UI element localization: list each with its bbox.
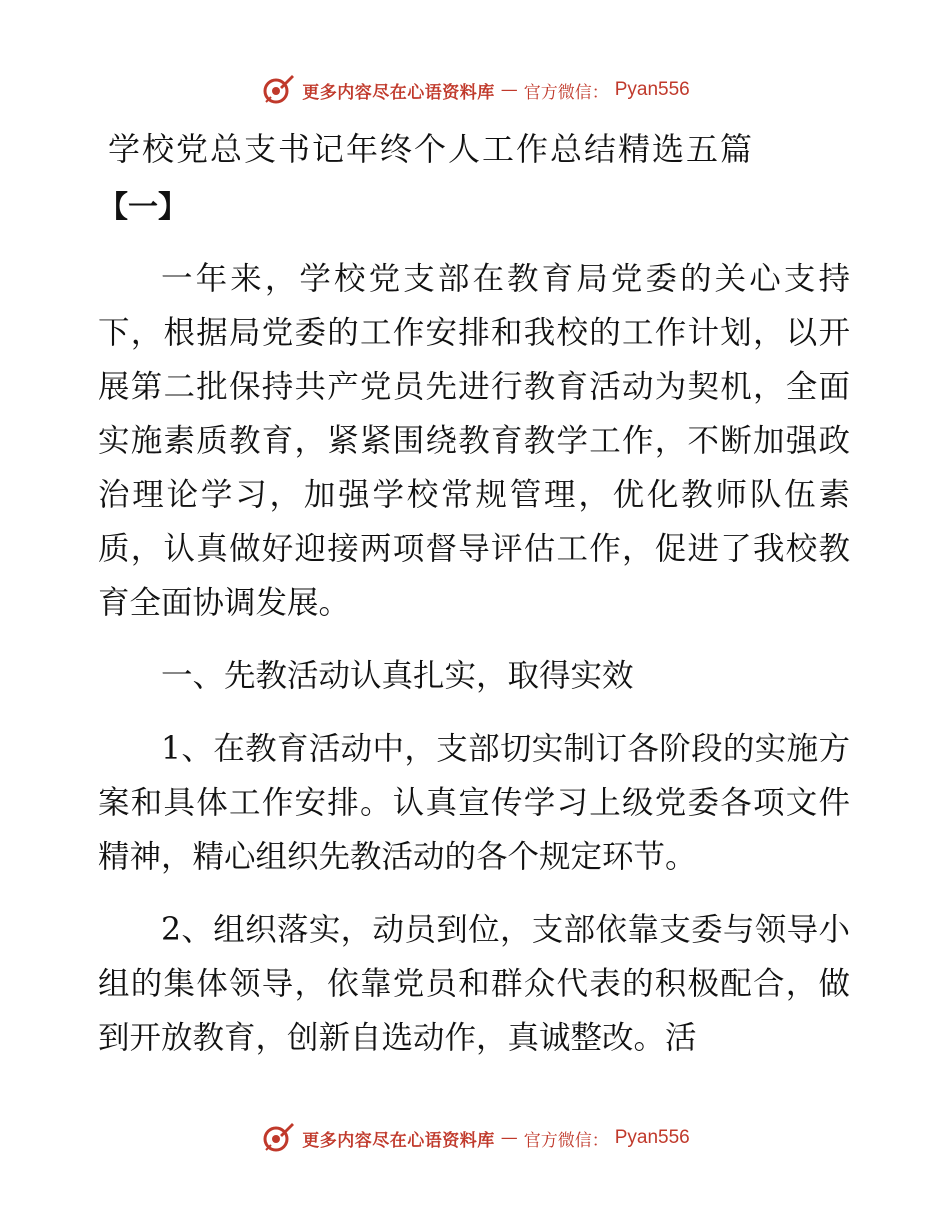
watermark-wechat-label: 官方微信： [523,1130,609,1151]
pen-logo-icon [260,1120,296,1156]
watermark-text: 更多内容尽在心语资料库 [302,1130,495,1151]
paragraph-heading-1: 一、先教活动认真扎实，取得实效 [161,658,634,694]
paragraph-item-2: 2、组织落实，动员到位，支部依靠支委与领导小组的集体领导，依靠党员和群众代表的积极配合，做到开放教育，创新自选动作，真诚整改。活 [98,912,850,1056]
watermark-wechat-id: Pyan556 [614,79,690,100]
document-body [98,252,850,1065]
watermark-footer [0,1118,950,1158]
section-number: 【一】 [98,190,188,225]
watermark-separator: — [500,1128,518,1148]
pen-logo-icon [260,72,296,108]
watermark-separator: — [500,80,518,100]
watermark-header [0,70,950,110]
watermark-wechat-id: Pyan556 [614,1127,690,1148]
watermark-wechat-label: 官方微信： [523,82,609,103]
paragraph-intro: 一年来，学校党支部在教育局党委的关心支持下，根据局党委的工作安排和我校的工作计划，以开展第二批保持共产党员先进行教育活动为契机，全面实施素质教育，紧紧围绕教育教学工作，不断加强政治理论学习，加强学校常规管理，优化教师队伍素质，认真做好迎接两项督导评估工作，促进了我校教育全面协调发展。 [98,261,850,621]
document-title: 学校党总支书记年终个人工作总结精选五篇 [108,130,755,168]
paragraph-item-1: 1、在教育活动中，支部切实制订各阶段的实施方案和具体工作安排。认真宣传学习上级党委各项文件精神，精心组织先教活动的各个规定环节。 [98,731,850,875]
watermark-text: 更多内容尽在心语资料库 [302,82,495,103]
